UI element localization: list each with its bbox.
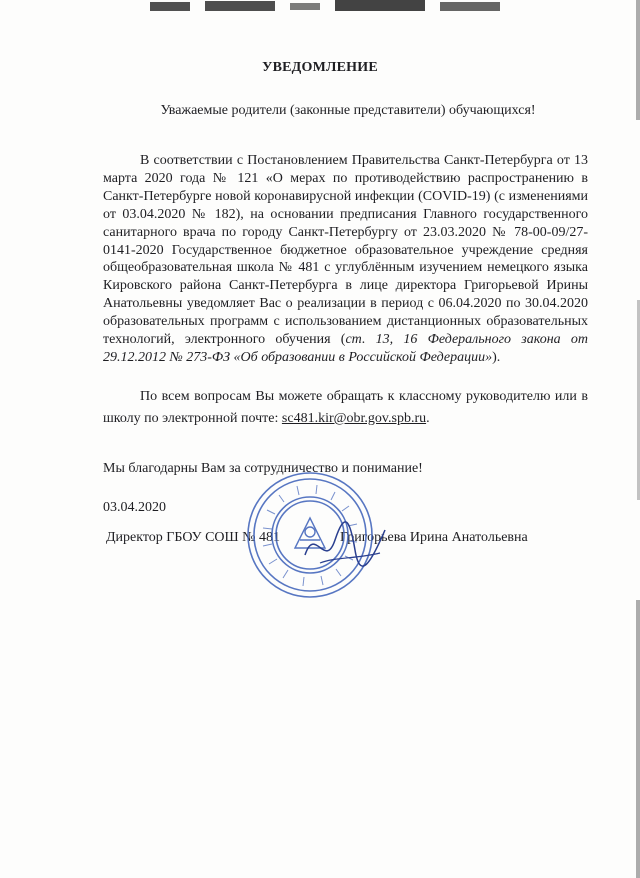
signer-title: Директор ГБОУ СОШ № 481: [106, 530, 281, 545]
main-paragraph: [103, 152, 588, 367]
contact-email-link[interactable]: sc481.kir@obr.gov.spb.ru: [281, 411, 427, 426]
scan-artifact-right: [630, 0, 640, 878]
thanks-line: Мы благодарны Вам за сотрудничество и понимание!: [103, 461, 423, 476]
signer-name: Григорьева Ирина Анатольевна: [340, 530, 528, 545]
document-title: УВЕДОМЛЕНИЕ: [262, 60, 378, 75]
main-paragraph-end: ).: [492, 349, 501, 365]
document-date: 03.04.2020: [103, 500, 166, 515]
greeting: Уважаемые родители (законные представители) обучающихся!: [160, 103, 536, 118]
scan-artifact-top: [150, 0, 510, 14]
handwritten-signature-icon: [300, 515, 390, 575]
contact-text: По всем вопросам Вы можете обращать к классному руководителю или в школу по электронной почте:: [103, 389, 588, 426]
contact-paragraph: [103, 386, 588, 430]
contact-end: .: [426, 411, 430, 426]
main-paragraph-text: В соответствии с Постановлением Правительства Санкт-Петербурга от 13 марта 2020 года № 121 «О мерах по противодействию распространению в Санкт-Петербурге новой коронавирусной инфекции (COVID-19) (с изменениями от 03.04.2020 № 182), на основании предписания Главного государственного санитарного врача по городу Санкт-Петербургу от 23.03.2020 № 78-00-09/27-0141-2020 Государственное бюджетное образовательное учреждение средняя общеобразовательная школа № 481 с углублённым изучением немецкого языка Кировского района Санкт-Петербурга в лице директора Григорьевой Ирины Анатольевны уведомляет Вас о реализации в период с 06.04.2020 по 30.04.2020 образовательных программ с использованием дистанционных образовательных технологий, электронного обучения (: [103, 153, 588, 348]
law-reference: ст. 13, 16 Федерального закона от 29.12.2012 № 273-ФЗ «Об образовании в Российской Федерации»: [103, 332, 588, 365]
